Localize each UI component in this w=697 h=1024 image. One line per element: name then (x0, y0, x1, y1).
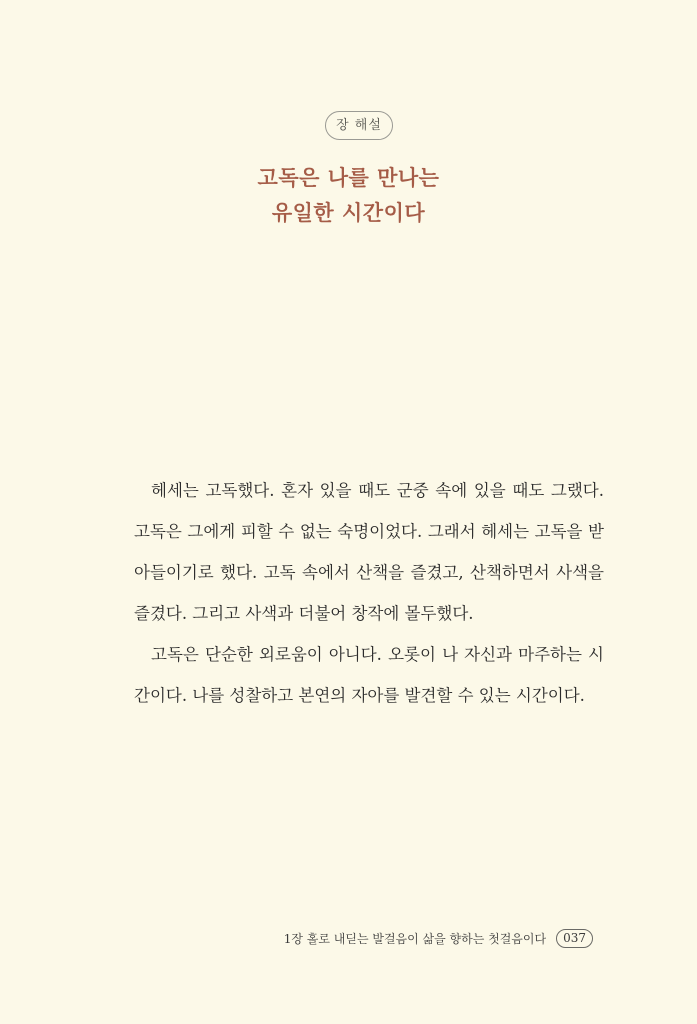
chapter-tag: 장 해설 (325, 111, 393, 140)
body-text (134, 470, 604, 716)
page-footer (284, 929, 593, 948)
page-title-line-1: 고독은 나를 만나는 (257, 165, 440, 190)
page-number: 037 (556, 929, 593, 948)
body-paragraph-2: 고독은 단순한 외로움이 아니다. 오롯이 나 자신과 마주하는 시간이다. 나를 성찰하고 본연의 자아를 발견할 수 있는 시간이다. (134, 645, 604, 705)
page-title-line-2: 유일한 시간이다 (271, 200, 426, 225)
body-paragraph-1: 헤세는 고독했다. 혼자 있을 때도 군중 속에 있을 때도 그랬다. 고독은 그에게 피할 수 없는 숙명이었다. 그래서 헤세는 고독을 받아들이기로 했다. 고독 속에서 산책을 즐겼고, 산책하면서 사색을 즐겼다. 그리고 사색과 더불어 창작에 몰두했다. (134, 481, 604, 623)
running-head: 1장 홀로 내딛는 발걸음이 삶을 향하는 첫걸음이다 (283, 932, 547, 946)
